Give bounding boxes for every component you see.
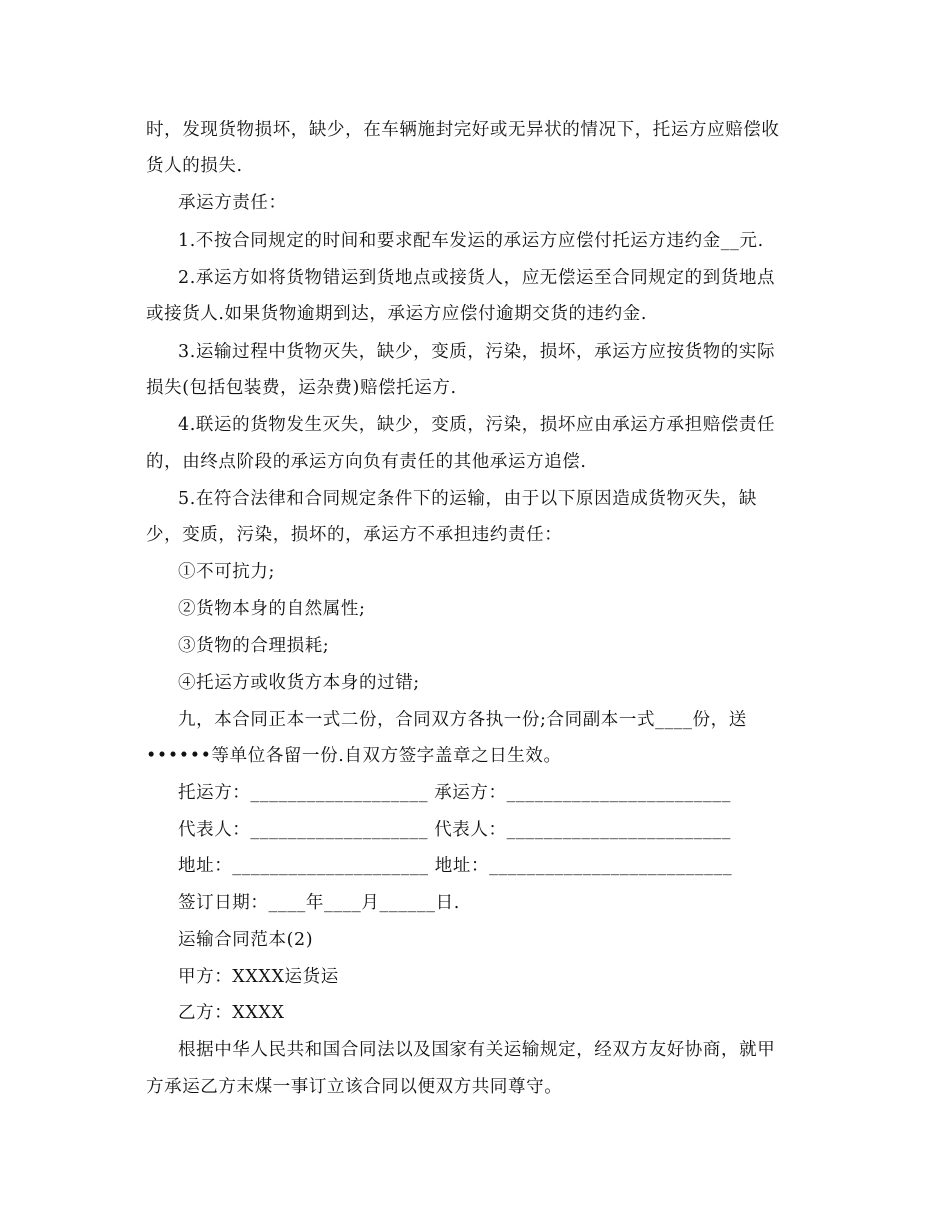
paragraph-line: 少，变质，污染，损坏的，承运方不承担违约责任： [146, 525, 563, 545]
list-item: ④托运方或收货方本身的过错; [178, 673, 420, 693]
section-title: 运输合同范本(2) [178, 930, 314, 950]
party-a-line: 甲方：XXXX运货运 [178, 967, 339, 987]
paragraph-line: 方承运乙方末煤一事订立该合同以便双方共同尊守。 [146, 1077, 563, 1097]
list-item: ②货物本身的自然属性; [178, 599, 366, 619]
paragraph-line: 损失(包括包装费，运杂费)赔偿托运方. [146, 378, 457, 398]
signature-field-row: 地址：_____________________ 地址：__________________________ [178, 856, 733, 876]
list-item: ③货物的合理损耗; [178, 636, 330, 656]
clause-item: 5.在符合法律和合同规定条件下的运输，由于以下原因造成货物灭失，缺 [178, 489, 757, 509]
clause-item: 九，本合同正本一式二份，合同双方各执一份;合同副本一式____份，送 [178, 710, 747, 730]
section-heading: 承运方责任： [178, 193, 287, 213]
list-item: ①不可抗力; [178, 562, 275, 582]
paragraph-line: 或接货人.如果货物逾期到达，承运方应偿付逾期交货的违约金. [146, 304, 648, 324]
signature-field-row: 托运方：___________________ 承运方：________________________ [178, 783, 732, 803]
clause-item: 1.不按合同规定的时间和要求配车发运的承运方应偿付托运方违约金__元. [178, 231, 764, 251]
paragraph-line: 货人的损失. [146, 156, 243, 176]
signature-field-row: 代表人：___________________ 代表人：________________________ [178, 820, 732, 840]
clause-item: 3.运输过程中货物灭失，缺少，变质，污染，损坏，承运方应按货物的实际 [178, 342, 776, 362]
paragraph-line: 根据中华人民共和国合同法以及国家有关运输规定，经双方友好协商，就甲 [178, 1040, 776, 1060]
paragraph-line: 时，发现货物损坏，缺少，在车辆施封完好或无异状的情况下，托运方应赔偿收 [146, 120, 780, 140]
paragraph-line: ••••••等单位各留一份.自双方签字盖章之日生效。 [146, 746, 562, 766]
paragraph-line: 的，由终点阶段的承运方向负有责任的其他承运方追偿. [146, 452, 587, 472]
party-b-line: 乙方：XXXX [178, 1003, 285, 1023]
clause-item: 2.承运方如将货物错运到货地点或接货人，应无偿运至合同规定的到货地点 [178, 268, 776, 288]
signing-date-row: 签订日期：____年____月______日. [178, 893, 460, 913]
clause-item: 4.联运的货物发生灭失，缺少，变质，污染，损坏应由承运方承担赔偿责任 [178, 415, 776, 435]
